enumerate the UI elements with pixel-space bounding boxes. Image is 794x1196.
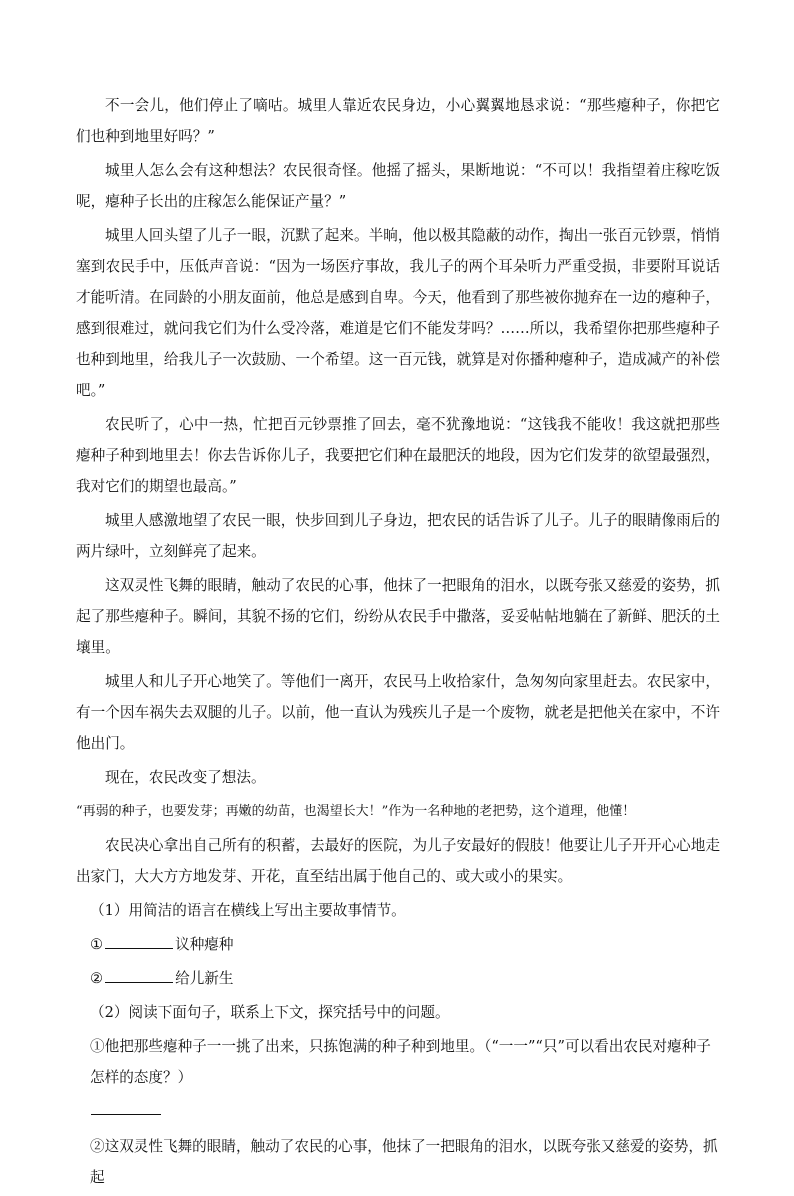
question-1-item-1 <box>76 929 720 960</box>
story-paragraph-2: 城里人怎么会有这种想法？农民很奇怪。他摇了摇头，果断地说：“不可以！我指望着庄稼吃饭呢，瘪种子长出的庄稼怎么能保证产量？” <box>76 162 720 210</box>
story-paragraph-3: 城里人回头望了儿子一眼，沉默了起来。半晌，他以极其隐蔽的动作，掏出一张百元钞票，悄悄塞到农民手中，压低声音说：“因为一场医疗事故，我儿子的两个耳朵听力严重受损，非要附耳说话才能听清。在同龄的小朋友面前，他总是感到自卑。今天，他看到了那些被你抛弃在一边的瘪种子，感到很难过，就问我它们为什么受冷落，难道是它们不能发芽吗？……所以，我希望你把那些瘪种子也种到地里，给我儿子一次鼓励、一个希望。这一百元钱，就算是对你播种瘪种子，造成减产的补偿吧。” <box>76 227 720 399</box>
story-paragraph-5: 城里人感激地望了农民一眼，快步回到儿子身边，把农民的话告诉了儿子。儿子的眼睛像雨后的两片绿叶，立刻鲜亮了起来。 <box>76 512 720 560</box>
story-paragraph-4: 农民听了，心中一热，忙把百元钞票推了回去，毫不犹豫地说：“这钱我不能收！我这就把那些瘪种子种到地里去！你去告诉你儿子，我要把它们种在最肥沃的地段，因为它们发芽的欲望最强烈，我对它们的期望也最高。” <box>76 416 720 495</box>
answer-blank[interactable] <box>105 965 173 983</box>
answer-line[interactable] <box>91 1096 161 1115</box>
answer-blank[interactable] <box>105 931 173 949</box>
question-2-item-1: ①他把那些瘪种子一一挑了出来，只拣饱满的种子种到地里。（“一一”“只”可以看出农民对瘪种子怎样的态度？） <box>90 1038 711 1086</box>
story-paragraph-10: 农民决心拿出自己所有的积蓄，去最好的医院，为儿子安最好的假肢！他要让儿子开开心心地走出家门，大大方方地发芽、开花，直至结出属于他自己的、或大或小的果实。 <box>76 837 720 885</box>
question-1: （1）用简洁的语言在横线上写出主要故事情节。 <box>90 902 406 919</box>
item-text: 给儿新生 <box>175 970 234 987</box>
story-paragraph-9: “再弱的种子，也要发芽；再嫩的幼苗，也渴望长大！”作为一名种地的老把势，这个道理，他懂！ <box>76 804 636 819</box>
question-2-item-2: ②这双灵性飞舞的眼睛，触动了农民的心事，他抹了一把眼角的泪水，以既夸张又慈爱的姿势，抓起 <box>90 1138 718 1186</box>
story-paragraph-7: 城里人和儿子开心地笑了。等他们一离开，农民马上收拾家什，急匆匆向家里赶去。农民家中，有一个因车祸失去双腿的儿子。以前，他一直认为残疾儿子是一个废物，就老是把他关在家中，不许他出门。 <box>76 673 720 752</box>
story-paragraph-8: 现在，农民改变了想法。 <box>105 769 266 786</box>
item-number: ① <box>90 936 104 953</box>
question-2: （2）阅读下面句子，联系上下文，探究括号中的问题。 <box>90 1004 450 1021</box>
story-paragraph-6: 这双灵性飞舞的眼睛，触动了农民的心事，他抹了一把眼角的泪水，以既夸张又慈爱的姿势，抓起了那些瘪种子。瞬间，其貌不扬的它们，纷纷从农民手中撒落，妥妥帖帖地躺在了新鲜、肥沃的土壤里。 <box>76 577 720 656</box>
question-1-item-2 <box>76 963 720 994</box>
item-text: 议种瘪种 <box>175 936 234 953</box>
document-page <box>76 90 720 1196</box>
item-number: ② <box>90 970 104 987</box>
story-paragraph-1: 不一会儿，他们停止了嘀咕。城里人靠近农民身边，小心翼翼地恳求说：“那些瘪种子，你把它们也种到地里好吗？” <box>76 97 720 145</box>
